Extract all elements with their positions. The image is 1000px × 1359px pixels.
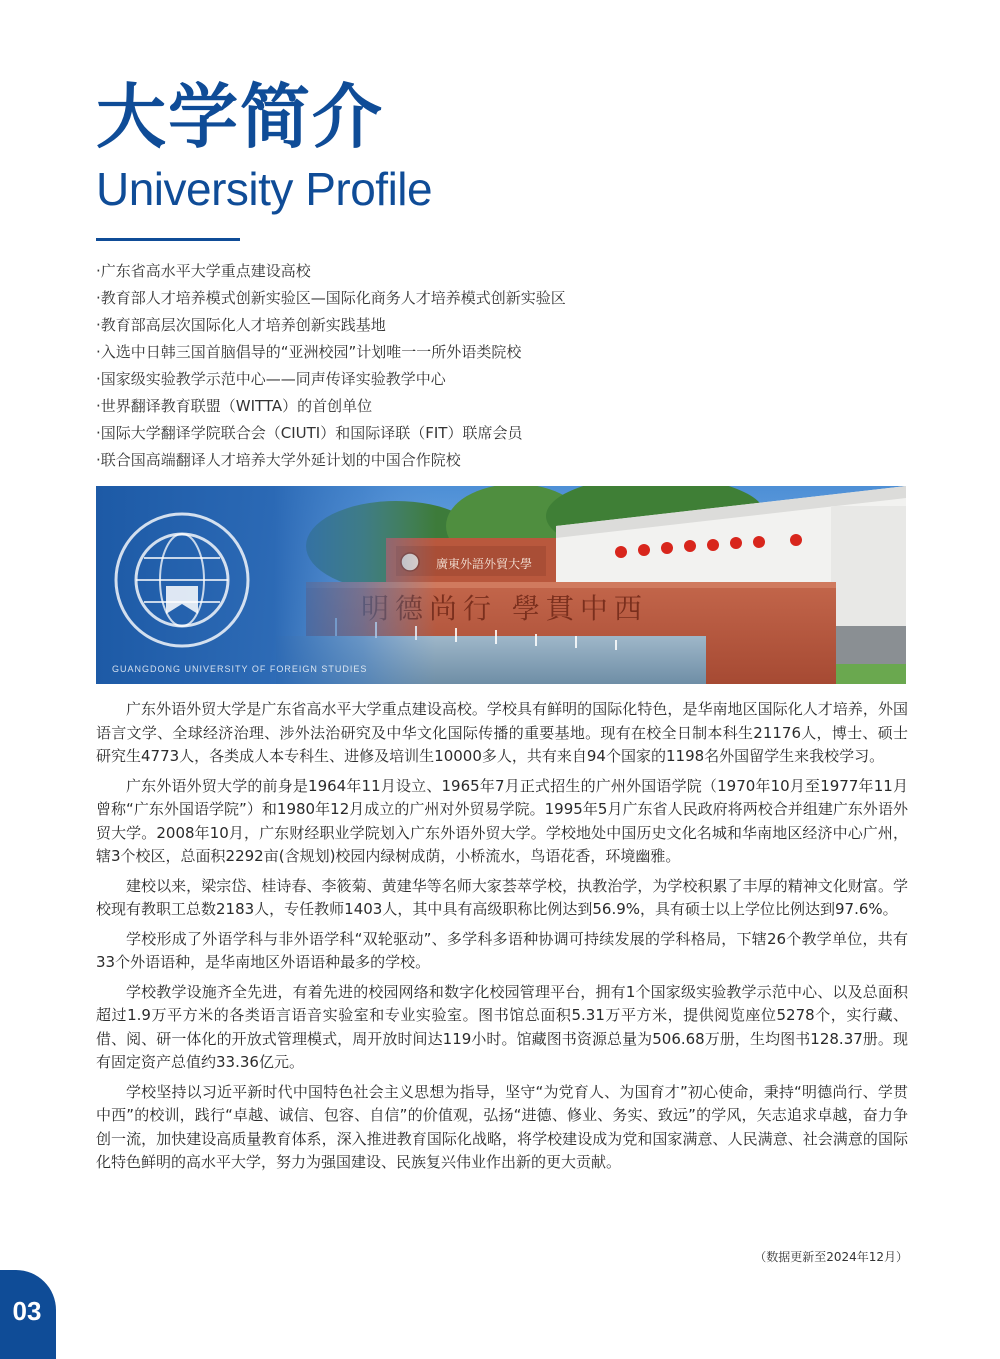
paragraph: 建校以来，梁宗岱、桂诗春、李筱菊、黄建华等名师大家荟萃学校，执教治学，为学校积累了丰厚的精神文化财富。学校现有教职工总数2183人，专任教师1403人，其中具有高级职称比例达到56.9%，具有硕士以上学位比例达到97.6%。 bbox=[96, 876, 908, 918]
list-item: ·国家级实验教学示范中心——同声传译实验教学中心 bbox=[96, 370, 446, 388]
paragraph: 学校坚持以习近平新时代中国特色社会主义思想为指导，坚守“为党育人、为国育才”初心使命，秉持“明德尚行、学贯中西”的校训，践行“卓越、诚信、包容、自信”的价值观，弘扬“进德、修业、务实、致远”的学风，矢志追求卓越，奋力争创一流，加快建设高质量教育体系，深入推进教育国际化战略，将学校建设成为党和国家满意、人民满意、社会满意的国际化特色鲜明的高水平大学，努力为强国建设、民族复兴伟业作出新的更大贡献。 bbox=[96, 1082, 908, 1171]
list-item: ·联合国高端翻译人才培养大学外延计划的中国合作院校 bbox=[96, 451, 461, 469]
list-item: ·教育部人才培养模式创新实验区—国际化商务人才培养模式创新实验区 bbox=[96, 289, 566, 307]
list-item: ·广东省高水平大学重点建设高校 bbox=[96, 262, 311, 280]
campus-photo bbox=[96, 486, 906, 684]
honors-list bbox=[96, 258, 916, 474]
paragraph: 学校形成了外语学科与非外语学科“双轮驱动”、多学科多语种协调可持续发展的学科格局，下辖26个教学单位，共有33个外语语种，是华南地区外语语种最多的学校。 bbox=[96, 929, 908, 971]
logo-ring-text: GUANGDONG UNIVERSITY OF FOREIGN STUDIES bbox=[112, 664, 368, 674]
paragraph: 广东外语外贸大学是广东省高水平大学重点建设高校。学校具有鲜明的国际化特色，是华南地区国际化人才培养，外国语言文学、全球经济治理、涉外法治研究及中华文化国际传播的重要基地。现有在校全日制本科生21176人，博士、硕士研究生4773人，各类成人本专科生、进修及培训生10000多人，共有来自94个国家的1198名外国留学生来我校学习。 bbox=[96, 700, 908, 765]
page-number: 03 bbox=[12, 1296, 42, 1326]
page-title: 大学简介 bbox=[96, 76, 384, 158]
paragraph: 学校教学设施齐全先进，有着先进的校园网络和数字化校园管理平台，拥有1个国家级实验教学示范中心、以及总面积超过1.9万平方米的各类语言语音实验室和专业实验室。图书馆总面积5.31万平方米，提供阅览座位5278个，实行藏、借、阅、研一体化的开放式管理模式，周开放时间达119小时。馆藏图书资源总量为506.68万册，生均图书128.37册。现有固定资产总值约33.36亿元。 bbox=[96, 982, 908, 1071]
list-item: ·教育部高层次国际化人才培养创新实践基地 bbox=[96, 316, 386, 334]
page-subtitle-en: University Profile bbox=[96, 163, 433, 215]
title-divider bbox=[96, 238, 240, 241]
list-item: ·世界翻译教育联盟（WITTA）的首创单位 bbox=[96, 397, 373, 415]
profile-body bbox=[96, 698, 908, 1181]
list-item: ·国际大学翻译学院联合会（CIUTI）和国际译联（FIT）联席会员 bbox=[96, 424, 523, 442]
data-update-note: （数据更新至2024年12月） bbox=[754, 1250, 908, 1264]
list-item: ·入选中日韩三国首脑倡导的“亚洲校园”计划唯一一所外语类院校 bbox=[96, 343, 522, 361]
page-number-tab bbox=[0, 1270, 56, 1359]
paragraph: 广东外语外贸大学的前身是1964年11月设立、1965年7月正式招生的广州外国语学院（1970年10月至1977年11月曾称“广东外国语学院”）和1980年12月成立的广州对外贸易学院。1995年5月广东省人民政府将两校合并组建广东外语外贸大学。2008年10月，广东财经职业学院划入广东外语外贸大学。学校地处中国历史文化名城和华南地区经济中心广州，辖3个校区，总面积2292亩(含规划)校园内绿树成荫，小桥流水，鸟语花香，环境幽雅。 bbox=[96, 776, 908, 865]
campus-banner bbox=[96, 486, 906, 684]
